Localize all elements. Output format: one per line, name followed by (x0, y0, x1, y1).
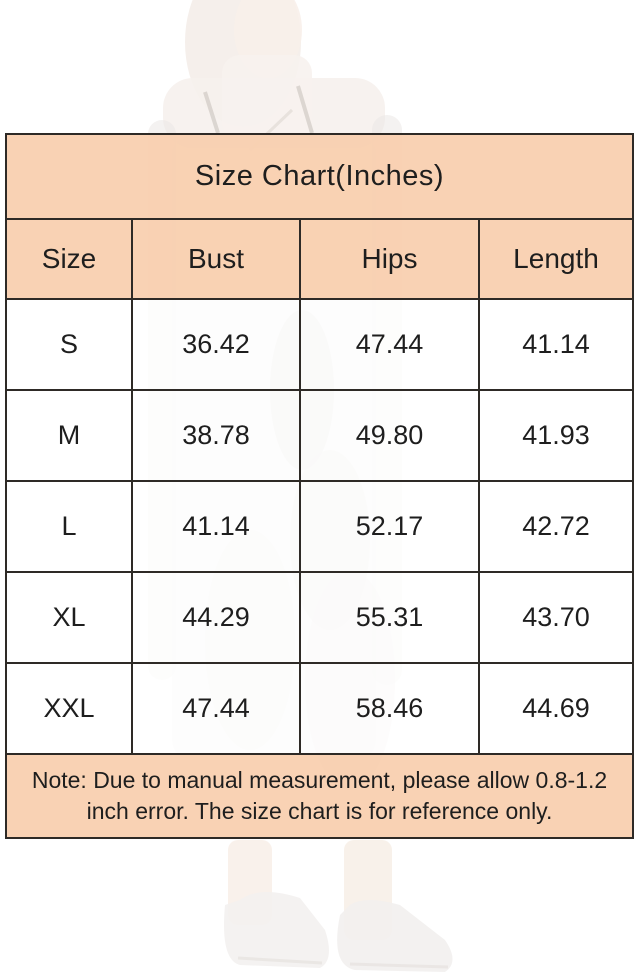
size-label: XXL (43, 693, 95, 723)
table-row-xl (7, 571, 632, 662)
bust-value: 38.78 (131, 391, 299, 480)
chart-title: Size Chart(Inches) (194, 160, 445, 192)
hips-value: 55.31 (299, 573, 478, 662)
table-header-row (7, 218, 632, 298)
column-header-size: Size (41, 243, 97, 274)
hips-value: 52.17 (299, 482, 478, 571)
hips-value: 47.44 (299, 300, 478, 389)
column-header-hips: Hips (299, 220, 478, 298)
length-value: 41.93 (478, 391, 632, 480)
bust-value: 41.14 (131, 482, 299, 571)
size-label: S (59, 329, 78, 359)
hips-value: 58.46 (299, 664, 478, 753)
size-label: M (57, 420, 81, 450)
size-label: L (61, 511, 77, 541)
size-label: XL (52, 602, 86, 632)
bust-value: 44.29 (131, 573, 299, 662)
measurement-note (7, 753, 632, 837)
note-text: Note: Due to manual measurement, please allow 0.8-1.2 inch error. The size chart is for reference only. (31, 767, 608, 824)
size-chart-table (5, 133, 634, 839)
chart-title-row (7, 135, 632, 218)
bust-value: 36.42 (131, 300, 299, 389)
length-value: 41.14 (478, 300, 632, 389)
column-header-bust: Bust (131, 220, 299, 298)
column-header-length: Length (478, 220, 632, 298)
table-row-xxl (7, 662, 632, 753)
table-row-s (7, 298, 632, 389)
length-value: 43.70 (478, 573, 632, 662)
hips-value: 49.80 (299, 391, 478, 480)
bust-value: 47.44 (131, 664, 299, 753)
table-row-m (7, 389, 632, 480)
table-row-l (7, 480, 632, 571)
length-value: 42.72 (478, 482, 632, 571)
length-value: 44.69 (478, 664, 632, 753)
